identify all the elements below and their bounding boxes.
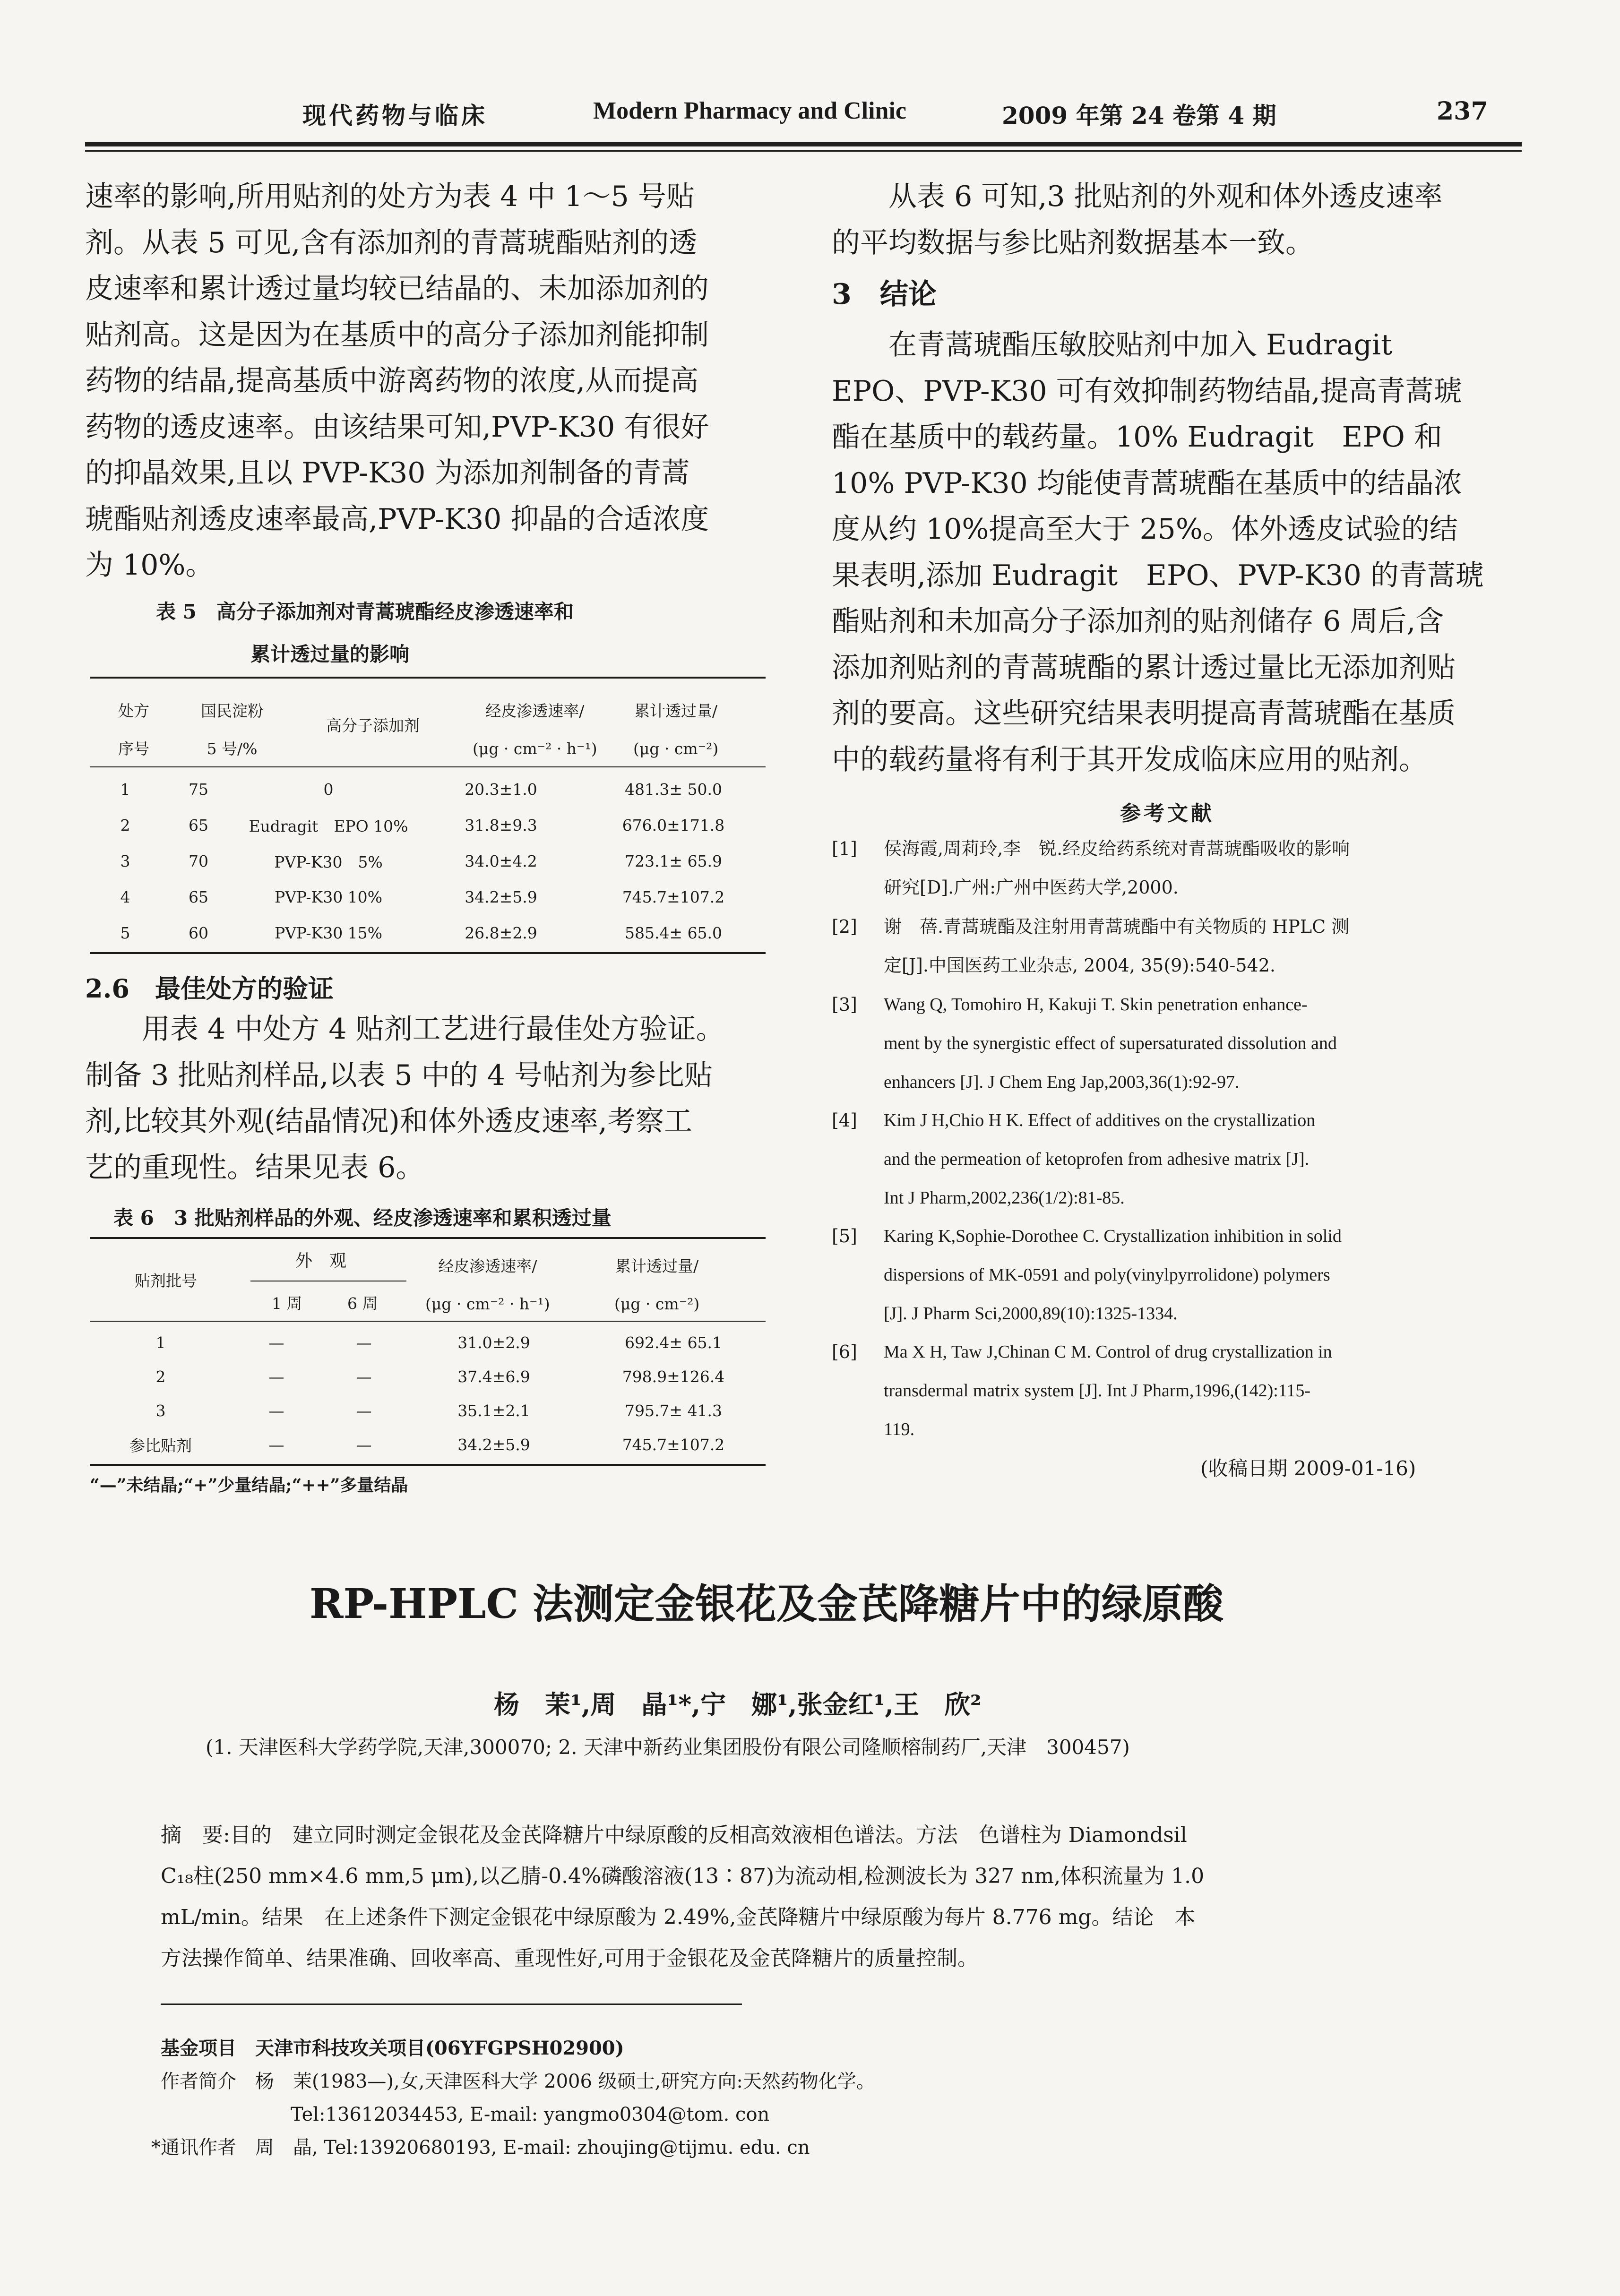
table-cell: 20.3±1.0	[465, 780, 537, 799]
table5-head-col1b: 序号	[118, 740, 149, 758]
text-line: enhancers [J]. J Chem Eng Jap,2003,36(1):92-97.	[884, 1072, 1240, 1092]
table-cell: PVP-K30 15%	[274, 923, 383, 942]
table6-head-col5a: 累计透过量/	[615, 1257, 699, 1275]
table-cell: —	[356, 1401, 372, 1420]
text-line: 添加剂贴剂的青蒿琥酯的累计透过量比无添加剂贴	[832, 651, 1456, 684]
text-line: 在青蒿琥酯压敏胶贴剂中加入 Eudragit	[888, 328, 1393, 361]
reference-item	[832, 1217, 1512, 1333]
text-line: 的平均数据与参比贴剂数据基本一致。	[832, 226, 1314, 259]
table-cell: 1	[120, 780, 130, 799]
table-cell: 692.4± 65.1	[624, 1333, 723, 1352]
table-cell: 2	[155, 1367, 166, 1386]
table6-caption: 表 6 3 批贴剂样品的外观、经皮渗透速率和累积透过量	[113, 1206, 612, 1230]
text-line: 药物的结晶,提高基质中游离药物的浓度,从而提高	[85, 364, 699, 397]
text-line: 中的载药量将有利于其开发成临床应用的贴剂。	[832, 743, 1427, 776]
table6-head-col4b: (μg · cm⁻² · h⁻¹)	[425, 1295, 550, 1313]
reference-text	[884, 1217, 1512, 1333]
table6-top-rule	[90, 1237, 766, 1239]
references-title: 参考文献	[1120, 801, 1215, 826]
table-cell: 745.7±107.2	[622, 1435, 725, 1454]
reference-number: [3]	[832, 994, 857, 1015]
table5-body	[90, 771, 766, 951]
text-line: 用表 4 中处方 4 贴剂工艺进行最佳处方验证。	[142, 1013, 724, 1046]
table5-head-col2b: 5 号/%	[207, 740, 258, 758]
table-cell: 31.0±2.9	[457, 1333, 530, 1352]
text-line: Kim J H,Chio H K. Effect of additives on the crystallization	[884, 1110, 1316, 1130]
table-cell: 参比贴剂	[129, 1436, 192, 1455]
table-cell: 26.8±2.9	[465, 923, 537, 942]
table-cell: 34.0±4.2	[465, 851, 537, 870]
table6-head-col1: 贴剂批号	[135, 1272, 197, 1290]
text-line: 定[J].中国医药工业杂志, 2004, 35(9):540-542.	[884, 955, 1275, 976]
journal-name-cn: 现代药物与临床	[302, 102, 488, 129]
table-cell: —	[268, 1367, 284, 1386]
reference-text	[884, 829, 1512, 907]
table5-head-col3: 高分子添加剂	[326, 716, 420, 735]
table-row	[90, 1359, 766, 1393]
table5-head-col4	[473, 692, 597, 768]
table-row	[90, 771, 766, 807]
reference-item	[832, 1333, 1512, 1449]
table-cell: 3	[155, 1401, 166, 1420]
text-line: 119.	[884, 1419, 915, 1439]
text-line: 艺的重现性。结果见表 6。	[85, 1151, 424, 1184]
table-row	[90, 1427, 766, 1462]
reference-item	[832, 985, 1512, 1101]
journal-issue: 2009 年第 24 卷第 4 期	[1002, 102, 1276, 129]
table-cell: 3	[120, 851, 130, 870]
text-line: 研究[D].广州:广州中医药大学,2000.	[884, 877, 1179, 898]
conclusion-paragraph	[832, 322, 1512, 783]
table-row	[90, 1393, 766, 1427]
text-line: 度从约 10%提高至大于 25%。体外透皮试验的结	[832, 513, 1458, 546]
text-line: Karing K,Sophie-Dorothee C. Crystallization inhibition in solid	[884, 1226, 1342, 1246]
text-line: Int J Pharm,2002,236(1/2):81-85.	[884, 1188, 1125, 1208]
journal-name-en: Modern Pharmacy and Clinic	[593, 97, 906, 124]
reference-number: [2]	[832, 916, 857, 937]
funding-note: 基金项目 天津市科技攻关项目(06YFGPSH02900)	[161, 2037, 624, 2059]
text-line: 方法操作简单、结果准确、回收率高、重现性好,可用于金银花及金芪降糖片的质量控制。	[161, 1946, 978, 1970]
text-line: 剂,比较其外观(结晶情况)和体外透皮速率,考察工	[85, 1105, 692, 1138]
table6-head-week6: 6 周	[347, 1294, 378, 1313]
text-line: 皮速率和累计透过量均较已结晶的、未加添加剂的	[85, 272, 709, 305]
text-line: 药物的透皮速率。由该结果可知,PVP-K30 有很好	[85, 410, 709, 444]
author-contact: Tel:13612034453, E-mail: yangmo0304@tom. con	[291, 2104, 770, 2125]
table-cell: 481.3± 50.0	[624, 780, 723, 799]
table-cell: 0	[323, 780, 334, 799]
page-number: 237	[1437, 97, 1488, 126]
table5-head-col2a: 国民淀粉	[201, 702, 263, 720]
article-affiliations: (1. 天津医科大学药学院,天津,300070; 2. 天津中新药业集团股份有限公司隆顺榕制药厂,天津 300457)	[206, 1736, 1130, 1759]
reference-text	[884, 1101, 1512, 1217]
text-line: 贴剂高。这是因为在基质中的高分子添加剂能抑制	[85, 318, 709, 352]
table6-bottom-rule	[90, 1464, 766, 1466]
table5-head-col5b: (μg · cm⁻²)	[633, 740, 719, 758]
table5-head-col2	[201, 692, 263, 768]
table-cell: 34.2±5.9	[457, 1435, 530, 1454]
table5-caption: 表 5 高分子添加剂对青蒿琥酯经皮渗透速率和	[156, 600, 574, 623]
table5-head-col1a: 处方	[118, 702, 149, 720]
text-line: 为 10%。	[85, 549, 214, 582]
table-cell: 676.0±171.8	[622, 816, 725, 834]
table6-head-week1: 1 周	[272, 1294, 302, 1313]
table-cell: PVP-K30 10%	[274, 887, 383, 906]
table-cell: —	[268, 1401, 284, 1420]
table-cell: 798.9±126.4	[622, 1367, 725, 1386]
section-3-heading: 3 结论	[832, 278, 937, 311]
text-line: 谢 蓓.青蒿琥酯及注射用青蒿琥酯中有关物质的 HPLC 测	[884, 916, 1350, 937]
text-line: EPO、PVP-K30 可有效抑制药物结晶,提高青蒿琥	[832, 374, 1462, 408]
article-title: RP-HPLC 法测定金银花及金芪降糖片中的绿原酸	[310, 1580, 1224, 1628]
table5-head-col4a: 经皮渗透速率/	[485, 702, 585, 720]
reference-item	[832, 1101, 1512, 1217]
table-cell: 4	[120, 887, 130, 906]
text-line: C₁₈柱(250 mm×4.6 mm,5 μm),以乙腈-0.4%磷酸溶液(13∶87)为流动相,检测波长为 327 nm,体积流量为 1.0	[161, 1864, 1205, 1888]
article-abstract	[161, 1814, 1204, 1979]
header-rule-thick	[85, 142, 1522, 146]
table-row	[90, 879, 766, 915]
reference-text	[884, 1333, 1512, 1449]
article-footnotes	[151, 2032, 875, 2164]
footnote-rule	[161, 2004, 742, 2005]
table6-body	[90, 1325, 766, 1462]
text-line: 侯海霞,周莉玲,李 锐.经皮给药系统对青蒿琥酯吸收的影响	[884, 838, 1350, 859]
table-cell: —	[356, 1333, 372, 1352]
author-bio: 作者简介 杨 茉(1983—),女,天津医科大学 2006 级硕士,研究方向:天然药物化学。	[161, 2071, 875, 2092]
table-cell: 60	[189, 923, 208, 942]
table-row	[90, 807, 766, 843]
table6-head-col4a: 经皮渗透速率/	[438, 1257, 537, 1275]
table-cell: —	[356, 1435, 372, 1454]
reference-text	[884, 907, 1512, 985]
reference-number: [6]	[832, 1341, 857, 1362]
table-cell: 70	[189, 851, 208, 870]
reference-item	[832, 907, 1512, 985]
header-rule-thin	[85, 150, 1522, 152]
text-line: dispersions of MK-0591 and poly(vinylpyrrolidone) polymers	[884, 1265, 1330, 1285]
section-2-6-heading: 2.6 最佳处方的验证	[85, 973, 334, 1004]
text-line: 摘 要:目的 建立同时测定金银花及金芪降糖片中绿原酸的反相高效液相色谱法。方法 色谱柱为 Diamondsil	[161, 1823, 1187, 1847]
text-line: 速率的影响,所用贴剂的处方为表 4 中 1～5 号贴	[85, 180, 695, 213]
text-line: 酯在基质中的载药量。10% Eudragit EPO 和	[832, 421, 1442, 454]
table-row	[90, 843, 766, 879]
table5-bottom-rule	[90, 952, 766, 954]
table5-top-rule	[90, 677, 766, 679]
text-line: 剂。从表 5 可见,含有添加剂的青蒿琥酯贴剂的透	[85, 226, 698, 259]
text-line: 的抑晶效果,且以 PVP-K30 为添加剂制备的青蒿	[85, 456, 690, 490]
table-row	[90, 915, 766, 951]
table5-head-col5a: 累计透过量/	[634, 702, 718, 720]
table6-head-col5	[614, 1247, 699, 1323]
received-date: (收稿日期 2009-01-16)	[1200, 1457, 1416, 1480]
text-line: 10% PVP-K30 均能使青蒿琥酯在基质中的结晶浓	[832, 466, 1462, 500]
text-line: 制备 3 批贴剂样品,以表 5 中的 4 号帖剂为参比贴	[85, 1058, 713, 1092]
left-intro-paragraph	[85, 174, 766, 589]
table5-head-col1	[118, 692, 149, 768]
table-cell: 745.7±107.2	[622, 887, 725, 906]
section-2-6-paragraph	[85, 1006, 766, 1191]
table5-caption-line2: 累计透过量的影响	[250, 643, 410, 666]
table-cell: 75	[189, 780, 208, 799]
text-line: Wang Q, Tomohiro H, Kakuji T. Skin penetration enhance-	[884, 995, 1308, 1015]
table-cell: —	[268, 1333, 284, 1352]
table-cell: 795.7± 41.3	[624, 1401, 723, 1420]
table6-head-col4	[425, 1247, 550, 1323]
text-line: ment by the synergistic effect of supersaturated dissolution and	[884, 1033, 1337, 1053]
table6-note: “—”未结晶;“+”少量结晶;“++”多量结晶	[90, 1475, 408, 1495]
right-intro-paragraph	[832, 174, 1512, 266]
table-cell: 31.8±9.3	[465, 816, 537, 834]
reference-text	[884, 985, 1512, 1101]
table-cell: —	[268, 1435, 284, 1454]
text-line: mL/min。结果 在上述条件下测定金银花中绿原酸为 2.49%,金芪降糖片中绿原酸为每片 8.776 mg。结论 本	[161, 1905, 1196, 1929]
table5-head-col5	[633, 692, 718, 768]
text-line: and the permeation of ketoprofen from adhesive matrix [J].	[884, 1149, 1310, 1169]
text-line: 剂的要高。这些研究结果表明提高青蒿琥酯在基质	[832, 697, 1456, 730]
table-cell: 37.4±6.9	[457, 1367, 530, 1386]
table-cell: —	[356, 1367, 372, 1386]
text-line: 果表明,添加 Eudragit EPO、PVP-K30 的青蒿琥	[832, 559, 1484, 592]
text-line: 酯贴剂和未加高分子添加剂的贴剂储存 6 周后,含	[832, 605, 1444, 638]
text-line: 琥酯贴剂透皮速率最高,PVP-K30 抑晶的合适浓度	[85, 502, 709, 536]
table-cell: Eudragit EPO 10%	[249, 817, 408, 835]
table-cell: 723.1± 65.9	[624, 851, 723, 870]
table-cell: 2	[120, 816, 130, 834]
reference-number: [5]	[832, 1226, 857, 1247]
text-line: [J]. J Pharm Sci,2000,89(10):1325-1334.	[884, 1304, 1178, 1324]
table-cell: 1	[155, 1333, 166, 1352]
table6-head-appearance: 外 观	[295, 1251, 347, 1271]
table-cell: PVP-K30 5%	[274, 852, 383, 871]
table6-head-col5b: (μg · cm⁻²)	[614, 1295, 700, 1313]
table-cell: 34.2±5.9	[465, 887, 537, 906]
text-line: transdermal matrix system [J]. Int J Pharm,1996,(142):115-	[884, 1381, 1311, 1401]
text-line: Ma X H, Taw J,Chinan C M. Control of drug crystallization in	[884, 1342, 1332, 1362]
table-cell: 5	[120, 923, 130, 942]
table-row	[90, 1325, 766, 1359]
text-line: 从表 6 可知,3 批贴剂的外观和体外透皮速率	[888, 180, 1443, 213]
table-cell: 35.1±2.1	[457, 1401, 530, 1420]
reference-item	[832, 829, 1512, 907]
reference-number: [1]	[832, 838, 857, 859]
table5-head-col4b: (μg · cm⁻² · h⁻¹)	[473, 740, 597, 758]
reference-number: [4]	[832, 1110, 857, 1131]
corresponding-author: *通讯作者 周 晶, Tel:13920680193, E-mail: zhoujing@tijmu. edu. cn	[151, 2137, 810, 2158]
table-cell: 65	[189, 887, 208, 906]
table-cell: 585.4± 65.0	[624, 923, 723, 942]
table-cell: 65	[189, 816, 208, 834]
article-authors: 杨 茉¹,周 晶¹*,宁 娜¹,张金红¹,王 欣²	[494, 1689, 982, 1720]
